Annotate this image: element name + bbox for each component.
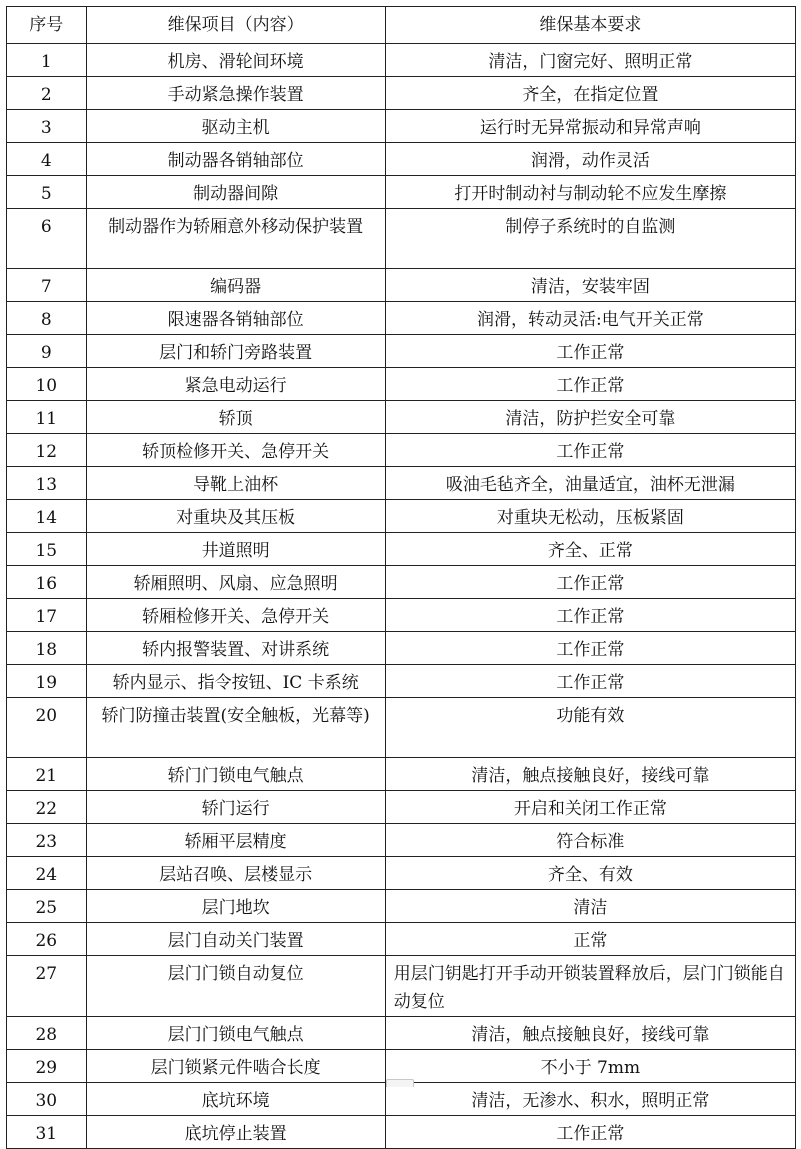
table-row <box>7 110 796 143</box>
row-item: 制动器各销轴部位 <box>86 143 385 176</box>
row-item: 井道照明 <box>86 533 385 566</box>
row-item: 紧急电动运行 <box>86 368 385 401</box>
row-requirement: 润滑，转动灵活:电气开关正常 <box>385 302 795 335</box>
table-row <box>7 632 796 665</box>
row-item: 底坑停止装置 <box>86 1116 385 1149</box>
table-row <box>7 1050 796 1083</box>
row-number: 28 <box>7 1017 87 1050</box>
row-number: 22 <box>7 791 87 824</box>
row-number: 6 <box>7 209 87 269</box>
row-number: 13 <box>7 467 87 500</box>
table-row <box>7 956 796 1017</box>
row-item: 轿内显示、指令按钮、IC 卡系统 <box>86 665 385 698</box>
table-body <box>7 44 796 1149</box>
row-number: 27 <box>7 956 87 1017</box>
row-number: 9 <box>7 335 87 368</box>
row-requirement: 工作正常 <box>385 599 795 632</box>
row-number: 20 <box>7 698 87 758</box>
table-row <box>7 434 796 467</box>
row-number: 31 <box>7 1116 87 1149</box>
table-row <box>7 500 796 533</box>
row-number: 8 <box>7 302 87 335</box>
table-row <box>7 335 796 368</box>
table-row <box>7 467 796 500</box>
row-requirement: 齐全、有效 <box>385 857 795 890</box>
table-row <box>7 599 796 632</box>
row-requirement: 用层门钥匙打开手动开锁装置释放后，层门门锁能自动复位 <box>385 956 795 1017</box>
row-requirement: 清洁，无渗水、积水，照明正常 <box>385 1083 795 1116</box>
row-number: 15 <box>7 533 87 566</box>
row-requirement: 清洁，门窗完好、照明正常 <box>385 44 795 77</box>
row-number: 30 <box>7 1083 87 1116</box>
row-number: 11 <box>7 401 87 434</box>
row-requirement: 工作正常 <box>385 434 795 467</box>
row-item: 轿门防撞击装置(安全触板，光幕等) <box>86 698 385 758</box>
row-item: 底坑环境 <box>86 1083 385 1116</box>
row-item: 层门地坎 <box>86 890 385 923</box>
row-number: 25 <box>7 890 87 923</box>
row-requirement: 正常 <box>385 923 795 956</box>
row-number: 18 <box>7 632 87 665</box>
row-item: 轿门门锁电气触点 <box>86 758 385 791</box>
row-item: 对重块及其压板 <box>86 500 385 533</box>
row-item: 层门和轿门旁路装置 <box>86 335 385 368</box>
table-row <box>7 758 796 791</box>
row-requirement: 对重块无松动，压板紧固 <box>385 500 795 533</box>
row-number: 19 <box>7 665 87 698</box>
row-number: 16 <box>7 566 87 599</box>
row-number: 23 <box>7 824 87 857</box>
table-row <box>7 533 796 566</box>
row-requirement: 润滑，动作灵活 <box>385 143 795 176</box>
table-row <box>7 209 796 269</box>
row-number: 5 <box>7 176 87 209</box>
row-requirement: 齐全、正常 <box>385 533 795 566</box>
table-row <box>7 566 796 599</box>
row-item: 机房、滑轮间环境 <box>86 44 385 77</box>
row-item: 轿门运行 <box>86 791 385 824</box>
row-item: 制动器作为轿厢意外移动保护装置 <box>86 209 385 269</box>
row-number: 26 <box>7 923 87 956</box>
row-item: 层门自动关门装置 <box>86 923 385 956</box>
row-item: 层门门锁电气触点 <box>86 1017 385 1050</box>
row-number: 17 <box>7 599 87 632</box>
row-item: 驱动主机 <box>86 110 385 143</box>
table-row <box>7 1116 796 1149</box>
row-requirement: 工作正常 <box>385 665 795 698</box>
table-row <box>7 857 796 890</box>
row-number: 2 <box>7 77 87 110</box>
row-number: 14 <box>7 500 87 533</box>
row-number: 7 <box>7 269 87 302</box>
row-requirement: 清洁，触点接触良好，接线可靠 <box>385 1017 795 1050</box>
row-item: 限速器各销轴部位 <box>86 302 385 335</box>
table-row <box>7 1017 796 1050</box>
row-item: 层站召唤、层楼显示 <box>86 857 385 890</box>
row-number: 12 <box>7 434 87 467</box>
table-row <box>7 1083 796 1116</box>
row-requirement: 工作正常 <box>385 335 795 368</box>
row-number: 24 <box>7 857 87 890</box>
row-requirement: 工作正常 <box>385 566 795 599</box>
row-requirement: 清洁，触点接触良好，接线可靠 <box>385 758 795 791</box>
row-number: 1 <box>7 44 87 77</box>
row-item: 导靴上油杯 <box>86 467 385 500</box>
table-row <box>7 269 796 302</box>
header-number: 序号 <box>7 7 87 44</box>
table-row <box>7 368 796 401</box>
row-requirement: 符合标准 <box>385 824 795 857</box>
table-row <box>7 791 796 824</box>
row-number: 29 <box>7 1050 87 1083</box>
row-requirement: 清洁，安装牢固 <box>385 269 795 302</box>
header-requirement: 维保基本要求 <box>385 7 795 44</box>
row-requirement: 开启和关闭工作正常 <box>385 791 795 824</box>
table-row <box>7 302 796 335</box>
row-number: 3 <box>7 110 87 143</box>
table-row <box>7 77 796 110</box>
row-item: 编码器 <box>86 269 385 302</box>
row-item: 层门门锁自动复位 <box>86 956 385 1017</box>
row-requirement: 清洁，防护拦安全可靠 <box>385 401 795 434</box>
row-requirement: 齐全，在指定位置 <box>385 77 795 110</box>
row-item: 轿厢检修开关、急停开关 <box>86 599 385 632</box>
table-row <box>7 665 796 698</box>
table-row <box>7 923 796 956</box>
table-row <box>7 44 796 77</box>
row-requirement: 工作正常 <box>385 1116 795 1149</box>
row-requirement: 制停子系统时的自监测 <box>385 209 795 269</box>
table-row <box>7 890 796 923</box>
row-requirement: 工作正常 <box>385 632 795 665</box>
row-number: 10 <box>7 368 87 401</box>
row-item: 轿顶 <box>86 401 385 434</box>
table-row <box>7 176 796 209</box>
row-requirement: 运行时无异常振动和异常声响 <box>385 110 795 143</box>
row-number: 21 <box>7 758 87 791</box>
maintenance-table <box>6 6 796 1149</box>
table-row <box>7 143 796 176</box>
row-item: 轿厢照明、风扇、应急照明 <box>86 566 385 599</box>
row-item: 轿顶检修开关、急停开关 <box>86 434 385 467</box>
table-header-row <box>7 7 796 44</box>
row-requirement: 不小于 7mm <box>385 1050 795 1083</box>
row-requirement: 清洁 <box>385 890 795 923</box>
row-requirement: 吸油毛毡齐全，油量适宜，油杯无泄漏 <box>385 467 795 500</box>
table-row <box>7 401 796 434</box>
row-requirement: 打开时制动衬与制动轮不应发生摩擦 <box>385 176 795 209</box>
row-item: 制动器间隙 <box>86 176 385 209</box>
row-item: 轿内报警装置、对讲系统 <box>86 632 385 665</box>
table-row <box>7 698 796 758</box>
table-row <box>7 824 796 857</box>
row-item: 手动紧急操作装置 <box>86 77 385 110</box>
row-requirement: 工作正常 <box>385 368 795 401</box>
row-item: 轿厢平层精度 <box>86 824 385 857</box>
row-requirement: 功能有效 <box>385 698 795 758</box>
header-item: 维保项目（内容） <box>86 7 385 44</box>
row-number: 4 <box>7 143 87 176</box>
row-item: 层门锁紧元件啮合长度 <box>86 1050 385 1083</box>
